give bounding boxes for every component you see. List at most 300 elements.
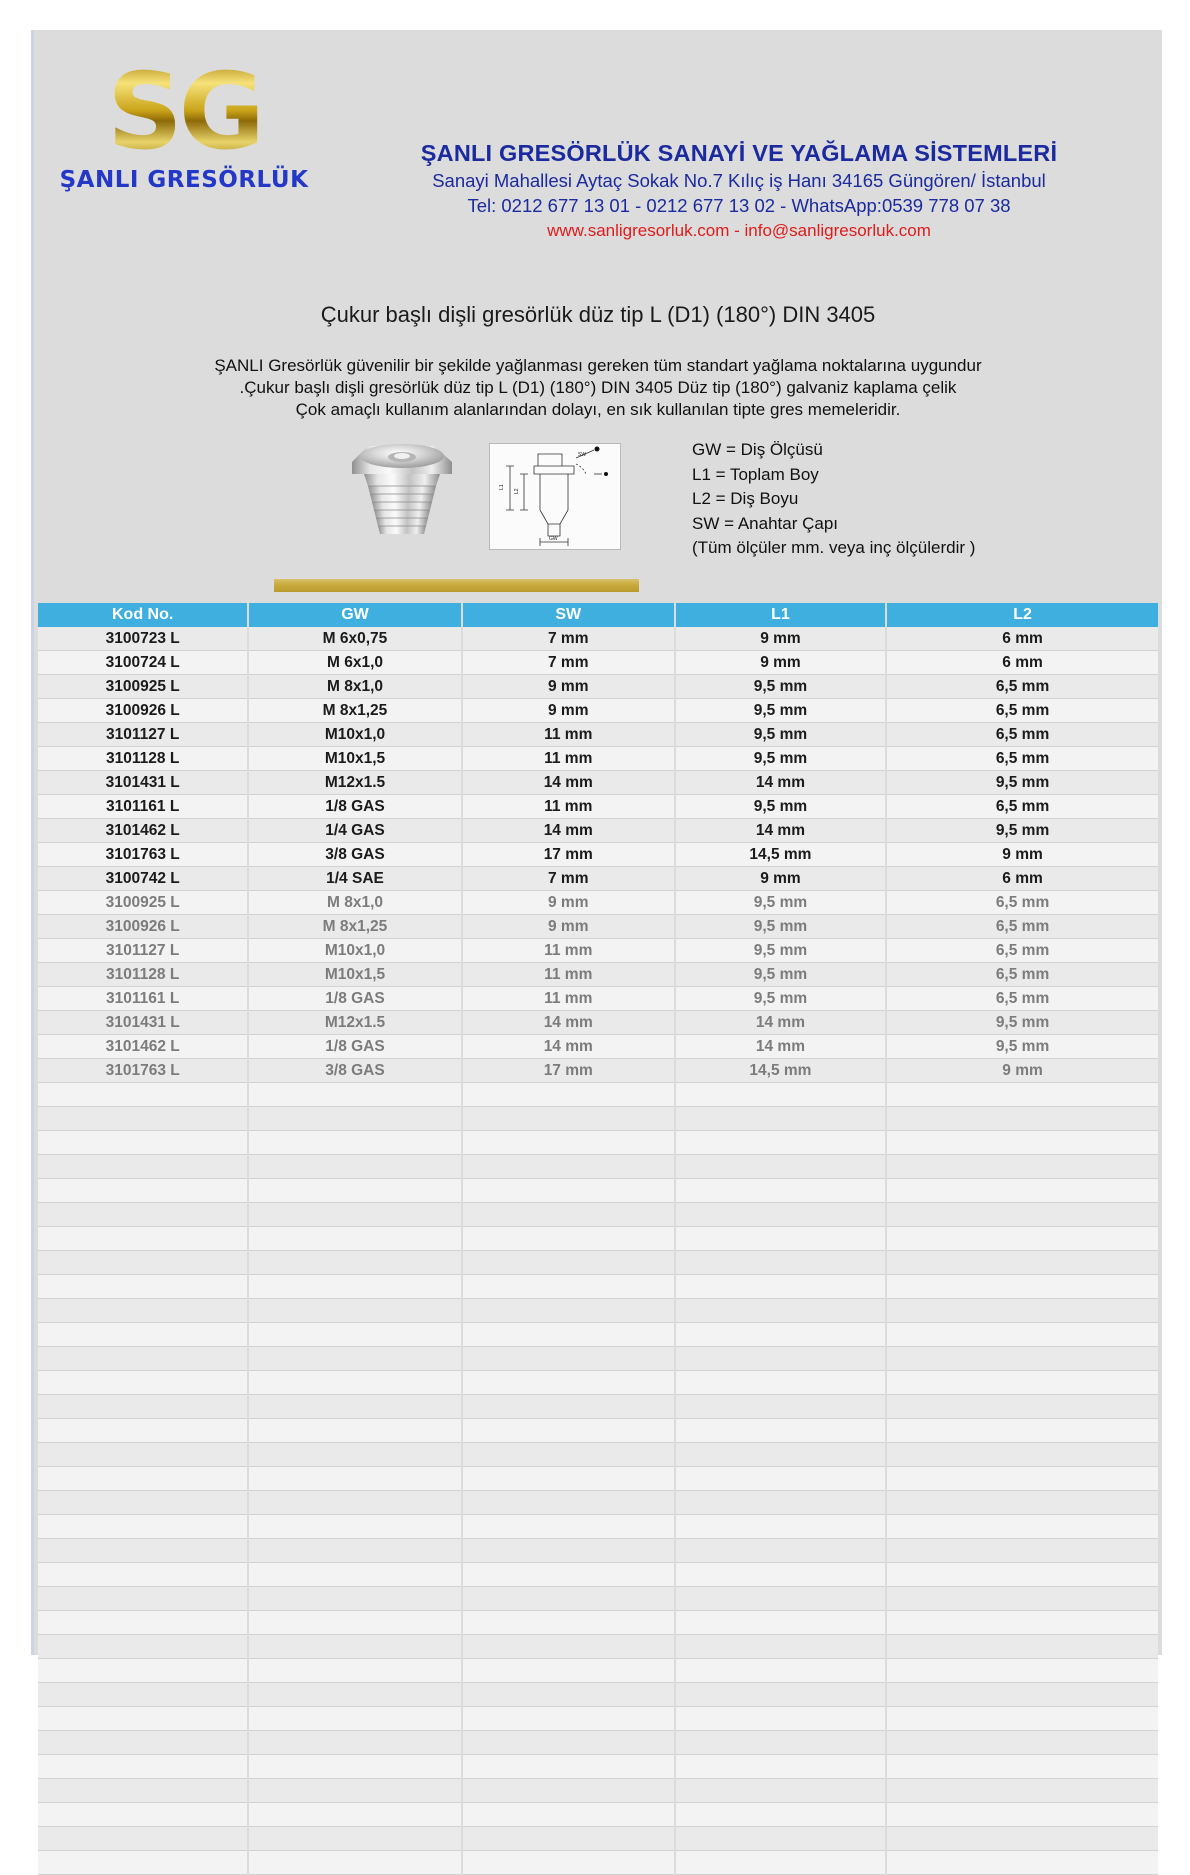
table-cell-empty <box>38 1851 248 1875</box>
product-description <box>34 355 1162 421</box>
table-cell-gw: M12x1.5 <box>248 771 461 795</box>
table-cell-empty <box>248 1491 461 1515</box>
table-cell-empty <box>38 1683 248 1707</box>
table-cell-empty <box>248 1779 461 1803</box>
gold-divider <box>274 579 639 592</box>
table-row-empty <box>38 1803 1158 1827</box>
table-cell-sw: 7 mm <box>462 651 675 675</box>
legend-sw: SW = Anahtar Çapı <box>692 513 838 533</box>
table-cell-empty <box>886 1107 1158 1131</box>
table-cell-kod-no: 3101128 L <box>38 747 248 771</box>
table-cell-empty <box>675 1587 886 1611</box>
table-cell-empty <box>886 1515 1158 1539</box>
table-cell-empty <box>38 1155 248 1179</box>
table-cell-empty <box>462 1299 675 1323</box>
table-cell-empty <box>248 1083 461 1107</box>
table-row-empty <box>38 1491 1158 1515</box>
table-cell-l2: 6,5 mm <box>886 699 1158 723</box>
table-cell-empty <box>886 1251 1158 1275</box>
table-cell-empty <box>38 1515 248 1539</box>
table-row[interactable] <box>38 819 1158 843</box>
table-cell-empty <box>675 1107 886 1131</box>
table-row-empty <box>38 1707 1158 1731</box>
table-cell-sw: 14 mm <box>462 819 675 843</box>
table-cell-empty <box>38 1635 248 1659</box>
table-cell-empty <box>675 1707 886 1731</box>
table-cell-empty <box>38 1203 248 1227</box>
table-cell-gw: 1/8 GAS <box>248 795 461 819</box>
table-cell-empty <box>462 1539 675 1563</box>
table-cell-empty <box>462 1419 675 1443</box>
table-cell-l2: 6 mm <box>886 651 1158 675</box>
table-cell-l1: 9 mm <box>675 867 886 891</box>
table-cell-gw: M10x1,5 <box>248 747 461 771</box>
table-row-empty <box>38 1851 1158 1875</box>
table-row-empty <box>38 1611 1158 1635</box>
table-cell-l2: 9,5 mm <box>886 771 1158 795</box>
table-cell-l2: 9,5 mm <box>886 1035 1158 1059</box>
table-cell-empty <box>462 1563 675 1587</box>
product-title: Çukur başlı dişli gresörlük düz tip L (D1) (180°) DIN 3405 <box>320 302 876 327</box>
table-cell-empty <box>462 1443 675 1467</box>
table-row[interactable] <box>38 867 1158 891</box>
table-cell-empty <box>38 1803 248 1827</box>
table-cell-empty <box>38 1323 248 1347</box>
table-cell-l1: 9,5 mm <box>675 915 886 939</box>
table-cell-empty <box>886 1155 1158 1179</box>
table-cell-empty <box>462 1803 675 1827</box>
table-cell-l1: 9,5 mm <box>675 891 886 915</box>
table-cell-empty <box>248 1371 461 1395</box>
table-row[interactable] <box>38 843 1158 867</box>
table-cell-empty <box>886 1179 1158 1203</box>
table-cell-kod-no: 3100723 L <box>38 627 248 651</box>
table-cell-empty <box>886 1347 1158 1371</box>
table-cell-empty <box>38 1731 248 1755</box>
table-row-empty <box>38 1275 1158 1299</box>
table-cell-empty <box>462 1827 675 1851</box>
table-cell-sw: 9 mm <box>462 699 675 723</box>
table-row[interactable] <box>38 723 1158 747</box>
table-row-empty <box>38 1827 1158 1851</box>
technical-drawing <box>489 443 621 550</box>
table-cell-empty <box>38 1539 248 1563</box>
table-cell-empty <box>675 1131 886 1155</box>
table-cell-empty <box>248 1539 461 1563</box>
table-cell-empty <box>462 1755 675 1779</box>
table-cell-kod-no: 3101431 L <box>38 1011 248 1035</box>
table-row-empty <box>38 1395 1158 1419</box>
table-row[interactable] <box>38 747 1158 771</box>
table-cell-l2: 9,5 mm <box>886 819 1158 843</box>
table-cell-empty <box>886 1203 1158 1227</box>
table-cell-empty <box>886 1683 1158 1707</box>
table-row-empty <box>38 1131 1158 1155</box>
table-cell-sw: 11 mm <box>462 723 675 747</box>
table-cell-empty <box>38 1491 248 1515</box>
table-cell-empty <box>248 1635 461 1659</box>
table-cell-empty <box>886 1563 1158 1587</box>
table-cell-empty <box>886 1323 1158 1347</box>
table-cell-empty <box>886 1491 1158 1515</box>
table-cell-empty <box>248 1611 461 1635</box>
table-cell-sw: 11 mm <box>462 987 675 1011</box>
table-cell-empty <box>248 1803 461 1827</box>
table-cell-empty <box>886 1803 1158 1827</box>
table-row-empty <box>38 1299 1158 1323</box>
table-cell-l1: 14,5 mm <box>675 1059 886 1083</box>
table-row-empty <box>38 1347 1158 1371</box>
table-cell-l1: 9 mm <box>675 627 886 651</box>
table-cell-l1: 14 mm <box>675 771 886 795</box>
table-cell-l2: 6,5 mm <box>886 723 1158 747</box>
col-header-l2: L2 <box>886 603 1158 627</box>
table-cell-empty <box>462 1203 675 1227</box>
table-cell-empty <box>248 1155 461 1179</box>
svg-text:GW: GW <box>549 536 558 542</box>
table-cell-empty <box>886 1443 1158 1467</box>
table-cell-empty <box>38 1563 248 1587</box>
table-row[interactable] <box>38 675 1158 699</box>
table-cell-empty <box>38 1707 248 1731</box>
table-cell-gw: 3/8 GAS <box>248 843 461 867</box>
table-cell-empty <box>38 1227 248 1251</box>
table-cell-kod-no: 3101128 L <box>38 963 248 987</box>
table-row[interactable] <box>38 915 1158 939</box>
table-row[interactable] <box>38 699 1158 723</box>
table-cell-empty <box>886 1083 1158 1107</box>
table-cell-empty <box>462 1251 675 1275</box>
table-cell-empty <box>675 1155 886 1179</box>
table-cell-sw: 14 mm <box>462 1035 675 1059</box>
table-cell-kod-no: 3101431 L <box>38 771 248 795</box>
table-cell-empty <box>38 1275 248 1299</box>
table-cell-empty <box>38 1131 248 1155</box>
table-cell-l2: 9 mm <box>886 843 1158 867</box>
table-cell-l2: 9,5 mm <box>886 1011 1158 1035</box>
table-row[interactable] <box>38 651 1158 675</box>
table-cell-empty <box>462 1083 675 1107</box>
table-cell-empty <box>462 1227 675 1251</box>
table-cell-empty <box>38 1755 248 1779</box>
table-cell-empty <box>675 1827 886 1851</box>
table-row-empty <box>38 1227 1158 1251</box>
table-cell-kod-no: 3100724 L <box>38 651 248 675</box>
table-cell-empty <box>675 1203 886 1227</box>
legend-l1: L1 = Toplam Boy <box>692 464 819 484</box>
table-cell-empty <box>38 1587 248 1611</box>
table-cell-empty <box>462 1515 675 1539</box>
table-cell-sw: 7 mm <box>462 627 675 651</box>
col-header-kod-no: Kod No. <box>38 603 248 627</box>
table-row[interactable] <box>38 795 1158 819</box>
table-cell-kod-no: 3100926 L <box>38 915 248 939</box>
table-cell-l2: 6,5 mm <box>886 939 1158 963</box>
table-row-empty <box>38 1203 1158 1227</box>
table-cell-sw: 11 mm <box>462 963 675 987</box>
table-cell-l1: 14 mm <box>675 1035 886 1059</box>
table-cell-empty <box>248 1107 461 1131</box>
table-cell-gw: M 8x1,25 <box>248 915 461 939</box>
table-cell-empty <box>462 1851 675 1875</box>
logo-company-name: ŞANLI GRESÖRLÜK <box>59 167 309 193</box>
svg-text:L1: L1 <box>499 484 505 490</box>
table-cell-empty <box>38 1659 248 1683</box>
table-cell-kod-no: 3100925 L <box>38 675 248 699</box>
table-cell-empty <box>248 1299 461 1323</box>
table-cell-empty <box>38 1251 248 1275</box>
table-cell-empty <box>462 1491 675 1515</box>
company-contact-block <box>334 138 1144 243</box>
table-cell-sw: 17 mm <box>462 1059 675 1083</box>
legend-units-note: (Tüm ölçüler mm. veya inç ölçülerdir ) <box>692 538 976 557</box>
table-cell-empty <box>462 1659 675 1683</box>
table-cell-kod-no: 3101127 L <box>38 723 248 747</box>
table-row-empty <box>38 1587 1158 1611</box>
table-cell-empty <box>886 1851 1158 1875</box>
table-cell-kod-no: 3101161 L <box>38 795 248 819</box>
table-cell-gw: M10x1,0 <box>248 723 461 747</box>
table-cell-empty <box>886 1731 1158 1755</box>
table-cell-empty <box>675 1563 886 1587</box>
table-row-empty <box>38 1563 1158 1587</box>
table-cell-empty <box>248 1731 461 1755</box>
col-header-gw: GW <box>248 603 461 627</box>
table-cell-empty <box>675 1611 886 1635</box>
table-cell-l1: 9,5 mm <box>675 963 886 987</box>
table-cell-sw: 14 mm <box>462 1011 675 1035</box>
legend-l2: L2 = Diş Boyu <box>692 489 799 508</box>
table-cell-l2: 6,5 mm <box>886 675 1158 699</box>
table-cell-gw: M10x1,0 <box>248 939 461 963</box>
table-cell-empty <box>886 1371 1158 1395</box>
table-cell-gw: M 6x1,0 <box>248 651 461 675</box>
table-row-empty <box>38 1779 1158 1803</box>
table-cell-gw: 1/8 GAS <box>248 987 461 1011</box>
table-cell-sw: 14 mm <box>462 771 675 795</box>
table-cell-l1: 14 mm <box>675 1011 886 1035</box>
table-cell-empty <box>462 1131 675 1155</box>
table-cell-empty <box>886 1827 1158 1851</box>
table-cell-empty <box>248 1251 461 1275</box>
table-header-row <box>38 603 1158 627</box>
table-row-empty <box>38 1515 1158 1539</box>
table-cell-empty <box>38 1443 248 1467</box>
col-header-l1: L1 <box>675 603 886 627</box>
svg-text:L2: L2 <box>514 488 520 494</box>
table-cell-empty <box>886 1467 1158 1491</box>
table-row[interactable] <box>38 939 1158 963</box>
table-cell-l2: 6,5 mm <box>886 915 1158 939</box>
table-cell-kod-no: 3100926 L <box>38 699 248 723</box>
legend-gw: GW = Diş Ölçüsü <box>692 440 823 459</box>
table-cell-kod-no: 3101763 L <box>38 843 248 867</box>
table-cell-empty <box>675 1491 886 1515</box>
table-cell-empty <box>886 1611 1158 1635</box>
table-row-empty <box>38 1371 1158 1395</box>
table-cell-l1: 9,5 mm <box>675 987 886 1011</box>
table-cell-empty <box>462 1179 675 1203</box>
table-cell-gw: M12x1.5 <box>248 1011 461 1035</box>
table-cell-sw: 11 mm <box>462 747 675 771</box>
table-row[interactable] <box>38 627 1158 651</box>
table-cell-empty <box>462 1275 675 1299</box>
table-cell-empty <box>462 1395 675 1419</box>
catalog-sheet <box>31 30 1162 1655</box>
table-cell-empty <box>886 1755 1158 1779</box>
table-row[interactable] <box>38 987 1158 1011</box>
table-cell-l2: 6,5 mm <box>886 747 1158 771</box>
table-cell-l1: 9,5 mm <box>675 675 886 699</box>
description-line-3: Çok amaçlı kullanım alanlarından dolayı, en sık kullanılan tipte gres memeleridir. <box>295 400 901 419</box>
table-cell-empty <box>886 1419 1158 1443</box>
table-cell-empty <box>886 1779 1158 1803</box>
table-cell-empty <box>886 1227 1158 1251</box>
table-row[interactable] <box>38 1011 1158 1035</box>
table-cell-l2: 9 mm <box>886 1059 1158 1083</box>
table-cell-empty <box>675 1299 886 1323</box>
table-cell-kod-no: 3100925 L <box>38 891 248 915</box>
table-cell-empty <box>462 1779 675 1803</box>
table-cell-empty <box>462 1683 675 1707</box>
table-cell-empty <box>886 1275 1158 1299</box>
table-cell-empty <box>675 1251 886 1275</box>
table-cell-empty <box>248 1851 461 1875</box>
table-row-empty <box>38 1659 1158 1683</box>
table-cell-empty <box>675 1659 886 1683</box>
table-cell-empty <box>462 1347 675 1371</box>
table-cell-empty <box>675 1635 886 1659</box>
table-cell-l2: 6,5 mm <box>886 987 1158 1011</box>
table-body <box>38 627 1158 1875</box>
table-cell-empty <box>886 1131 1158 1155</box>
table-cell-empty <box>675 1419 886 1443</box>
table-cell-gw: M 8x1,0 <box>248 675 461 699</box>
table-row-empty <box>38 1635 1158 1659</box>
table-cell-sw: 9 mm <box>462 675 675 699</box>
legend-block <box>692 438 1122 561</box>
table-cell-l2: 6,5 mm <box>886 891 1158 915</box>
table-row[interactable] <box>38 1059 1158 1083</box>
table-cell-l1: 14,5 mm <box>675 843 886 867</box>
table-row-empty <box>38 1107 1158 1131</box>
table-cell-l2: 6 mm <box>886 627 1158 651</box>
table-cell-gw: M 8x1,0 <box>248 891 461 915</box>
table-row-empty <box>38 1251 1158 1275</box>
company-logo <box>54 51 314 210</box>
table-row-empty <box>38 1155 1158 1179</box>
table-cell-empty <box>462 1107 675 1131</box>
table-cell-empty <box>248 1203 461 1227</box>
table-cell-kod-no: 3101462 L <box>38 1035 248 1059</box>
table-cell-empty <box>462 1635 675 1659</box>
table-cell-empty <box>38 1467 248 1491</box>
table-cell-gw: M 6x0,75 <box>248 627 461 651</box>
table-cell-l2: 6,5 mm <box>886 963 1158 987</box>
table-row[interactable] <box>38 963 1158 987</box>
table-cell-empty <box>248 1659 461 1683</box>
table-row-empty <box>38 1539 1158 1563</box>
table-cell-l2: 6 mm <box>886 867 1158 891</box>
table-cell-empty <box>675 1851 886 1875</box>
table-cell-gw: 3/8 GAS <box>248 1059 461 1083</box>
table-cell-empty <box>248 1179 461 1203</box>
table-cell-kod-no: 3101161 L <box>38 987 248 1011</box>
table-cell-empty <box>248 1395 461 1419</box>
spec-table <box>38 603 1158 1875</box>
table-cell-sw: 9 mm <box>462 891 675 915</box>
table-cell-empty <box>248 1347 461 1371</box>
table-cell-empty <box>248 1587 461 1611</box>
table-cell-empty <box>675 1227 886 1251</box>
table-cell-empty <box>248 1323 461 1347</box>
table-cell-empty <box>886 1635 1158 1659</box>
table-cell-empty <box>675 1179 886 1203</box>
table-cell-l1: 9,5 mm <box>675 723 886 747</box>
table-cell-l2: 6,5 mm <box>886 795 1158 819</box>
table-cell-empty <box>675 1755 886 1779</box>
table-cell-empty <box>675 1803 886 1827</box>
table-cell-empty <box>248 1467 461 1491</box>
table-row[interactable] <box>38 771 1158 795</box>
table-cell-l1: 9,5 mm <box>675 795 886 819</box>
table-cell-empty <box>886 1299 1158 1323</box>
table-cell-empty <box>248 1683 461 1707</box>
description-line-1: ŞANLI Gresörlük güvenilir bir şekilde yağlanması gereken tüm standart yağlama noktalarına uygundur <box>214 356 982 375</box>
table-cell-empty <box>462 1731 675 1755</box>
table-cell-empty <box>248 1227 461 1251</box>
table-row-empty <box>38 1467 1158 1491</box>
table-cell-empty <box>248 1131 461 1155</box>
table-cell-empty <box>886 1539 1158 1563</box>
table-cell-l1: 9,5 mm <box>675 939 886 963</box>
table-cell-l1: 9,5 mm <box>675 699 886 723</box>
col-header-sw: SW <box>462 603 675 627</box>
table-cell-empty <box>886 1659 1158 1683</box>
table-cell-empty <box>675 1275 886 1299</box>
table-cell-gw: M10x1,5 <box>248 963 461 987</box>
table-cell-empty <box>675 1683 886 1707</box>
table-cell-empty <box>675 1083 886 1107</box>
table-cell-empty <box>675 1515 886 1539</box>
table-cell-empty <box>248 1563 461 1587</box>
table-cell-empty <box>248 1443 461 1467</box>
table-row-empty <box>38 1755 1158 1779</box>
table-cell-empty <box>38 1179 248 1203</box>
table-cell-empty <box>886 1707 1158 1731</box>
table-cell-empty <box>248 1827 461 1851</box>
table-cell-empty <box>886 1395 1158 1419</box>
company-title: ŞANLI GRESÖRLÜK SANAYİ VE YAĞLAMA SİSTEMLERİ <box>420 140 1058 166</box>
table-cell-kod-no: 3100742 L <box>38 867 248 891</box>
company-web-email[interactable]: www.sanligresorluk.com - info@sanligresorluk.com <box>547 221 931 240</box>
company-phone: Tel: 0212 677 13 01 - 0212 677 13 02 - WhatsApp:0539 778 07 38 <box>467 195 1011 216</box>
table-cell-empty <box>675 1779 886 1803</box>
table-cell-empty <box>462 1371 675 1395</box>
table-row[interactable] <box>38 891 1158 915</box>
table-row[interactable] <box>38 1035 1158 1059</box>
table-row-empty <box>38 1731 1158 1755</box>
table-row-empty <box>38 1419 1158 1443</box>
product-photo <box>334 440 469 545</box>
table-cell-l1: 14 mm <box>675 819 886 843</box>
table-cell-sw: 9 mm <box>462 915 675 939</box>
table-cell-empty <box>462 1155 675 1179</box>
table-cell-gw: 1/4 GAS <box>248 819 461 843</box>
table-cell-empty <box>675 1371 886 1395</box>
logo-mark-sg: SG <box>54 60 314 165</box>
table-cell-empty <box>38 1827 248 1851</box>
